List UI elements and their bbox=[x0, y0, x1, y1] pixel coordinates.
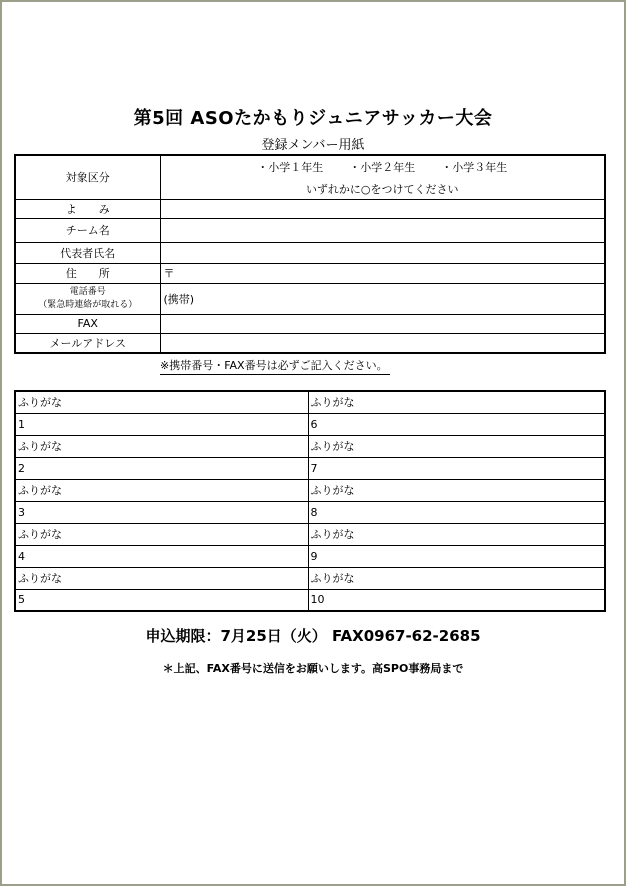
member-name-7[interactable]: 7 bbox=[308, 457, 605, 479]
member-name-9[interactable]: 9 bbox=[308, 545, 605, 567]
member-name-row bbox=[15, 589, 605, 611]
grade-option-1[interactable]: ・小学１年生 bbox=[257, 161, 324, 175]
team-name-field[interactable] bbox=[160, 218, 605, 242]
phone-label bbox=[15, 283, 160, 314]
member-name-row bbox=[15, 545, 605, 567]
email-label: メールアドレス bbox=[15, 333, 160, 353]
member-name-3[interactable]: 3 bbox=[15, 501, 308, 523]
team-info-table bbox=[14, 154, 606, 354]
page-subtitle: 登録メンバー用紙 bbox=[261, 138, 365, 153]
email-row bbox=[15, 333, 605, 353]
yomi-label: よ み bbox=[15, 199, 160, 218]
member-furigana-row bbox=[15, 479, 605, 501]
phone-field[interactable] bbox=[160, 283, 605, 314]
member-name-8[interactable]: 8 bbox=[308, 501, 605, 523]
postal-mark: 〒 bbox=[163, 267, 175, 280]
page-title: 第5回 ASOたかもりジュニアサッカー大会 bbox=[133, 108, 493, 129]
category-field[interactable] bbox=[160, 155, 605, 199]
category-row bbox=[15, 155, 605, 199]
footer-note: ＊上記、FAX番号に送信をお願いします。高SPO事務局まで bbox=[162, 662, 464, 675]
email-field[interactable] bbox=[160, 333, 605, 353]
member-furigana-10[interactable]: ふりがな bbox=[308, 567, 605, 589]
grade-instruction: いずれかに○をつけてください bbox=[305, 183, 459, 197]
team-row bbox=[15, 218, 605, 242]
member-name-1[interactable]: 1 bbox=[15, 413, 308, 435]
member-furigana-2[interactable]: ふりがな bbox=[15, 435, 308, 457]
member-name-row bbox=[15, 413, 605, 435]
yomi-field[interactable] bbox=[160, 199, 605, 218]
member-furigana-8[interactable]: ふりがな bbox=[308, 479, 605, 501]
member-furigana-7[interactable]: ふりがな bbox=[308, 435, 605, 457]
deadline-text: 申込期限：7月25日（火） FAX0967-62-2685 bbox=[145, 627, 481, 645]
grade-option-3[interactable]: ・小学３年生 bbox=[441, 161, 508, 175]
member-name-row bbox=[15, 457, 605, 479]
yomi-row bbox=[15, 199, 605, 218]
member-furigana-6[interactable]: ふりがな bbox=[308, 391, 605, 413]
team-name-label: チーム名 bbox=[15, 218, 160, 242]
phone-label-line1: 電話番号 bbox=[69, 286, 106, 297]
address-row bbox=[15, 263, 605, 283]
address-label: 住 所 bbox=[15, 263, 160, 283]
member-name-4[interactable]: 4 bbox=[15, 545, 308, 567]
member-furigana-row bbox=[15, 435, 605, 457]
member-furigana-row bbox=[15, 523, 605, 545]
member-furigana-4[interactable]: ふりがな bbox=[15, 523, 308, 545]
phone-row bbox=[15, 283, 605, 314]
member-furigana-1[interactable]: ふりがな bbox=[15, 391, 308, 413]
fax-row bbox=[15, 314, 605, 333]
member-furigana-row bbox=[15, 567, 605, 589]
mobile-prefix: (携帯) bbox=[163, 292, 195, 306]
fax-field[interactable] bbox=[160, 314, 605, 333]
grade-option-2[interactable]: ・小学２年生 bbox=[349, 161, 416, 175]
member-furigana-9[interactable]: ふりがな bbox=[308, 523, 605, 545]
member-furigana-5[interactable]: ふりがな bbox=[15, 567, 308, 589]
member-name-row bbox=[15, 501, 605, 523]
member-name-10[interactable]: 10 bbox=[308, 589, 605, 611]
fax-label: FAX bbox=[15, 314, 160, 333]
address-field[interactable] bbox=[160, 263, 605, 283]
required-note: ※携帯番号・FAX番号は必ずご記入ください。 bbox=[160, 357, 390, 375]
member-table bbox=[14, 390, 606, 612]
member-furigana-3[interactable]: ふりがな bbox=[15, 479, 308, 501]
representative-row bbox=[15, 242, 605, 263]
member-name-5[interactable]: 5 bbox=[15, 589, 308, 611]
category-label: 対象区分 bbox=[15, 155, 160, 199]
representative-label: 代表者氏名 bbox=[15, 242, 160, 263]
member-name-2[interactable]: 2 bbox=[15, 457, 308, 479]
representative-field[interactable] bbox=[160, 242, 605, 263]
member-furigana-row bbox=[15, 391, 605, 413]
member-name-6[interactable]: 6 bbox=[308, 413, 605, 435]
phone-label-line2: （緊急時連絡が取れる） bbox=[38, 299, 138, 310]
